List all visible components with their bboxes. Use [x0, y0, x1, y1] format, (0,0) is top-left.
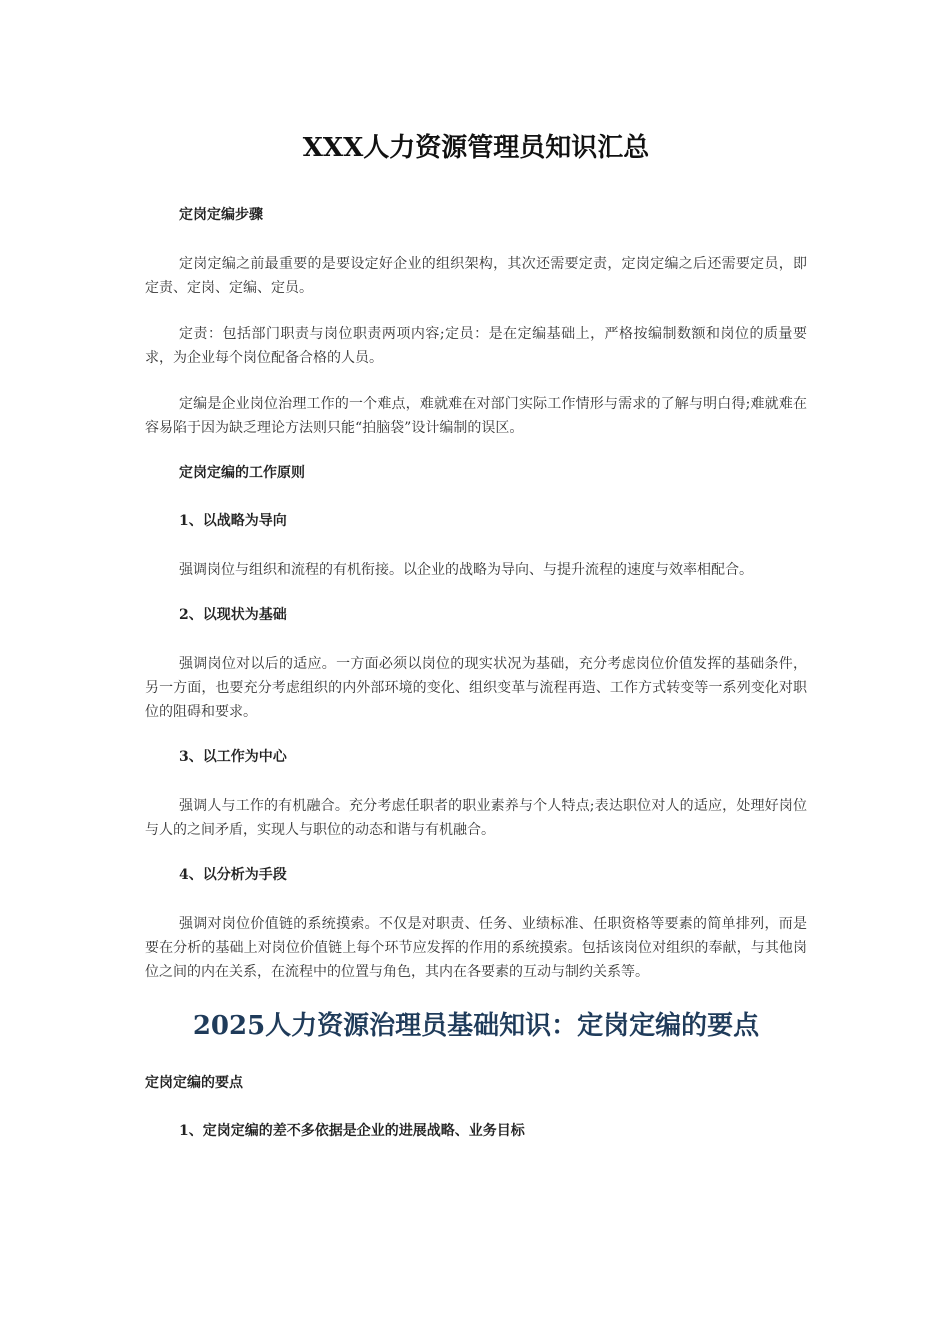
principle-heading-4: 4、以分析为手段	[179, 867, 287, 883]
paragraph: 强调岗位与组织和流程的有机衔接。以企业的战略为导向、与提升流程的速度与效率相配合。	[179, 562, 753, 578]
principle-heading-2: 2、以现状为基础	[179, 607, 287, 623]
paragraph: 强调人与工作的有机融合。充分考虑任职者的职业素养与个人特点;表达职位对人的适应，处理好岗位与人的之间矛盾，实现人与职位的动态和谐与有机融合。	[145, 798, 807, 838]
paragraph: 定编是企业岗位治理工作的一个难点，难就难在对部门实际工作情形与需求的了解与明白得;难就难在容易陷于因为缺乏理论方法则只能“拍脑袋”设计编制的误区。	[145, 396, 807, 436]
section-heading-principles: 定岗定编的工作原则	[179, 465, 305, 481]
paragraph: 定岗定编之前最重要的是要设定好企业的组织架构，其次还需要定责，定岗定编之后还需要定员，即定责、定岗、定编、定员。	[145, 256, 807, 296]
paragraph: 定责：包括部门职责与岗位职责两项内容;定员：是在定编基础上，严格按编制数额和岗位的质量要求，为企业每个岗位配备合格的人员。	[145, 326, 807, 366]
document-content	[145, 128, 807, 1168]
paragraph: 强调岗位对以后的适应。一方面必须以岗位的现实状况为基础，充分考虑岗位价值发挥的基础条件，另一方面，也要充分考虑组织的内外部环境的变化、组织变革与流程再造、工作方式转变等一系列变化对职位的阻碍和要求。	[145, 656, 807, 720]
section-heading-key-points: 定岗定编的要点	[145, 1075, 243, 1091]
principle-heading-1: 1、以战略为导向	[179, 513, 287, 529]
principle-heading-3: 3、以工作为中心	[179, 749, 287, 765]
document-title: XXX人力资源管理员知识汇总	[302, 133, 650, 163]
key-point-heading-1: 1、定岗定编的差不多依据是企业的进展战略、业务目标	[179, 1123, 525, 1139]
paragraph: 强调对岗位价值链的系统摸索。不仅是对职责、任务、业绩标准、任职资格等要素的简单排列，而是要在分析的基础上对岗位价值链上每个环节应发挥的作用的系统摸索。包括该岗位对组织的奉献，与其他岗位之间的内在关系，在流程中的位置与角色，其内在各要素的互动与制约关系等。	[145, 916, 807, 980]
section-title-2025: 2025人力资源治理员基础知识：定岗定编的要点	[192, 1011, 760, 1041]
section-heading-steps: 定岗定编步骤	[179, 207, 263, 223]
